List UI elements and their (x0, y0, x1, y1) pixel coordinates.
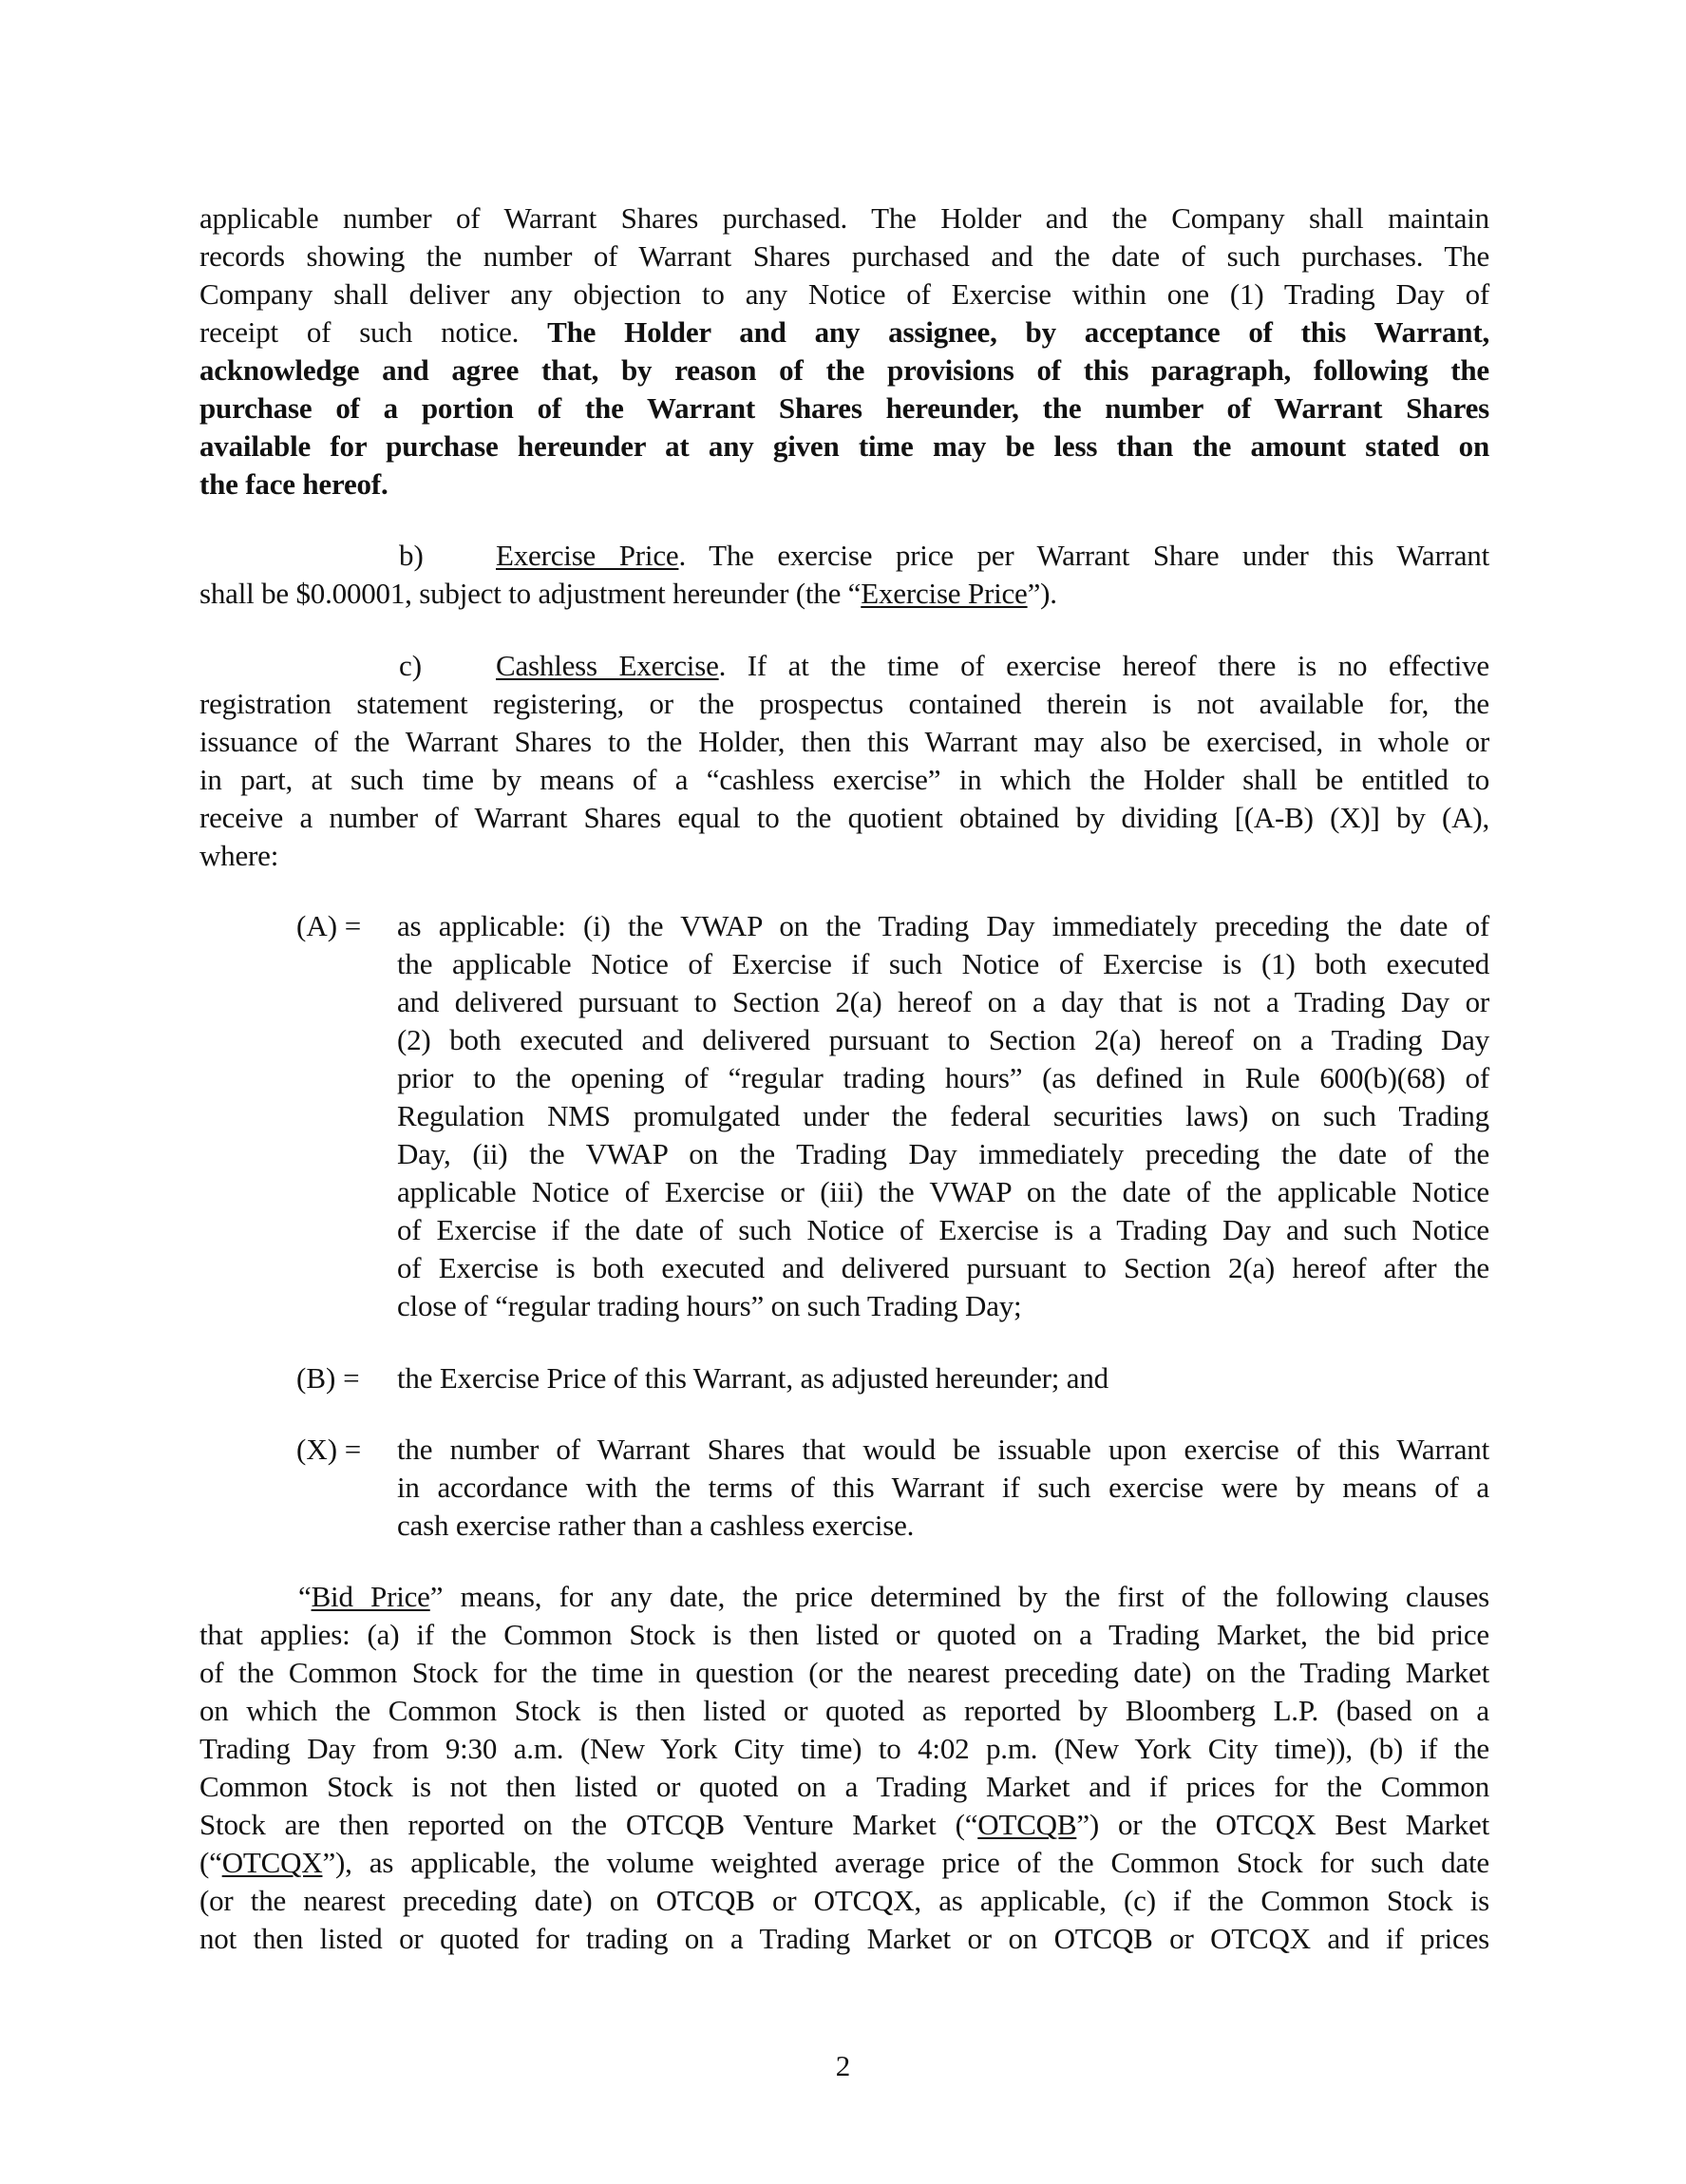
item-label: c) (399, 649, 423, 682)
text-segment: prior to the opening of “regular trading hours” (as defined in Rule 600(b)(68) of (397, 1061, 1489, 1094)
text-segment: available for purchase hereunder at any given time may be less than the amount stated on (199, 429, 1489, 463)
text-segment: ”) or the OTCQX Best Market (1076, 1808, 1489, 1841)
text-line (397, 1021, 1489, 1059)
text-segment: “ (298, 1580, 312, 1613)
text-line (199, 723, 1489, 761)
text-line (496, 537, 1489, 575)
text-segment: (“ (199, 1846, 222, 1879)
text-segment: Company shall deliver any objection to any Notice of Exercise within one (1) Trading Day of (199, 277, 1489, 311)
text-segment: receive a number of Warrant Shares equal to the quotient obtained by dividing [(A-B) (X)] by (A), (199, 801, 1489, 834)
text-segment: close of “regular trading hours” on such Trading Day; (397, 1289, 1022, 1322)
text-line (199, 1768, 1489, 1806)
text-line (397, 983, 1489, 1021)
text-line (199, 1844, 1489, 1882)
text-segment: the face hereof. (199, 467, 388, 501)
text-segment: on which the Common Stock is then listed or quoted as reported by Bloomberg L.P. (based on a (199, 1694, 1489, 1727)
text-segment: ”), as applicable, the volume weighted average price of the Common Stock for such date (322, 1846, 1489, 1879)
text-segment: The Holder and any assignee, by acceptance of this Warrant, (547, 315, 1489, 349)
text-line (199, 1616, 1489, 1654)
text-segment: as applicable: (i) the VWAP on the Trading Day immediately preceding the date of (397, 909, 1489, 942)
text-line (199, 1692, 1489, 1730)
text-segment: . If at the time of exercise hereof there is no effective (718, 649, 1489, 682)
text-line (397, 1507, 1489, 1545)
text-line (397, 1097, 1489, 1135)
defined-term: Cashless Exercise (496, 649, 719, 682)
text-line (397, 1211, 1489, 1249)
defined-term: Exercise Price (496, 539, 679, 572)
definition-a (199, 907, 1489, 1325)
text-line (397, 945, 1489, 983)
text-segment: Trading Day from 9:30 a.m. (New York City time) to 4:02 p.m. (New York City time)), (b) if the (199, 1732, 1489, 1765)
text-segment: issuance of the Warrant Shares to the Holder, then this Warrant may also be exercised, in whole or (199, 725, 1489, 758)
text-line (397, 907, 1489, 945)
text-segment: applicable Notice of Exercise or (iii) the VWAP on the date of the applicable Notice (397, 1175, 1489, 1208)
text-segment: Common Stock is not then listed or quoted on a Trading Market and if prices for the Common (199, 1770, 1489, 1803)
text-segment: not then listed or quoted for trading on a Trading Market or on OTCQB or OTCQX and if prices (199, 1922, 1489, 1955)
text-line (397, 1469, 1489, 1507)
text-line (397, 1173, 1489, 1211)
definition-b (199, 1359, 1489, 1397)
text-segment: registration statement registering, or the prospectus contained therein is not available for, the (199, 687, 1489, 720)
item-label: (A) = (296, 909, 362, 942)
text-segment: acknowledge and agree that, by reason of the provisions of this paragraph, following the (199, 353, 1489, 387)
paragraph-holder-acknowledgement (199, 199, 1489, 503)
text-line (199, 237, 1489, 275)
item-label: b) (399, 539, 424, 572)
text-line (199, 275, 1489, 313)
text-line (199, 1654, 1489, 1692)
text-segment: ”). (1027, 577, 1057, 610)
text-segment: Day, (ii) the VWAP on the Trading Day immediately preceding the date of the (397, 1137, 1489, 1170)
text-segment: and delivered pursuant to Section 2(a) hereof on a day that is not a Trading Day or (397, 985, 1489, 1018)
text-segment: the Exercise Price of this Warrant, as adjusted hereunder; and (397, 1361, 1108, 1395)
text-line (199, 313, 1489, 351)
text-segment: purchase of a portion of the Warrant Shares hereunder, the number of Warrant Shares (199, 391, 1489, 425)
text-line (199, 799, 1489, 837)
text-line (199, 1882, 1489, 1920)
text-segment: applicable number of Warrant Shares purchased. The Holder and the Company shall maintain (199, 201, 1489, 235)
text-line (397, 1431, 1489, 1469)
text-line (496, 647, 1489, 685)
text-segment: of Exercise is both executed and delivered pursuant to Section 2(a) hereof after the (397, 1251, 1489, 1284)
text-line (199, 575, 1489, 613)
text-line (199, 465, 1489, 503)
text-segment: ” means, for any date, the price determined by the first of the following clauses (429, 1580, 1489, 1613)
paragraph-c-cashless-exercise (199, 647, 1489, 875)
definition-x (199, 1431, 1489, 1545)
paragraph-b-exercise-price (199, 537, 1489, 613)
item-label: (B) = (296, 1361, 360, 1395)
text-segment: in accordance with the terms of this Warrant if such exercise were by means of a (397, 1471, 1489, 1504)
text-segment: of the Common Stock for the time in question (or the nearest preceding date) on the Trading Market (199, 1656, 1489, 1689)
item-label: (X) = (296, 1433, 362, 1466)
text-segment: the applicable Notice of Exercise if such Notice of Exercise is (1) both executed (397, 947, 1489, 980)
text-segment: of Exercise if the date of such Notice of Exercise is a Trading Day and such Notice (397, 1213, 1489, 1246)
defined-term: OTCQX (221, 1846, 323, 1879)
text-segment: Regulation NMS promulgated under the federal securities laws) on such Trading (397, 1099, 1489, 1132)
text-line (298, 1578, 1489, 1616)
text-line (199, 389, 1489, 427)
page-number: 2 (835, 2049, 851, 2082)
text-line (397, 1249, 1489, 1287)
text-line (397, 1135, 1489, 1173)
text-line (199, 837, 1489, 875)
text-line (199, 351, 1489, 389)
text-segment: in part, at such time by means of a “cashless exercise” in which the Holder shall be entitled to (199, 763, 1489, 796)
defined-term: OTCQB (977, 1808, 1077, 1841)
text-segment: records showing the number of Warrant Shares purchased and the date of such purchases. The (199, 239, 1489, 273)
text-line (199, 1920, 1489, 1958)
text-segment: that applies: (a) if the Common Stock is then listed or quoted on a Trading Market, the bid price (199, 1618, 1489, 1651)
text-segment: receipt of such notice. (199, 315, 548, 349)
paragraph-bid-price (199, 1578, 1489, 1958)
text-segment: where: (199, 839, 279, 872)
text-line (199, 761, 1489, 799)
text-segment: the number of Warrant Shares that would be issuable upon exercise of this Warrant (397, 1433, 1489, 1466)
text-line (199, 685, 1489, 723)
text-line (397, 1287, 1489, 1325)
text-segment: cash exercise rather than a cashless exercise. (397, 1509, 915, 1542)
text-line (199, 199, 1489, 237)
text-segment: Stock are then reported on the OTCQB Venture Market (“ (199, 1808, 978, 1841)
text-segment: . The exercise price per Warrant Share under this Warrant (678, 539, 1489, 572)
text-line (397, 1059, 1489, 1097)
defined-term: Bid Price (311, 1580, 430, 1613)
text-segment: (or the nearest preceding date) on OTCQB or OTCQX, as applicable, (c) if the Common Stock is (199, 1884, 1489, 1917)
text-segment: (2) both executed and delivered pursuant to Section 2(a) hereof on a Trading Day (397, 1023, 1489, 1056)
text-line (199, 1806, 1489, 1844)
text-line (397, 1359, 1489, 1397)
text-segment: shall be $0.00001, subject to adjustment hereunder (the “ (199, 577, 862, 610)
defined-term: Exercise Price (861, 577, 1028, 610)
text-line (199, 427, 1489, 465)
text-line (199, 1730, 1489, 1768)
